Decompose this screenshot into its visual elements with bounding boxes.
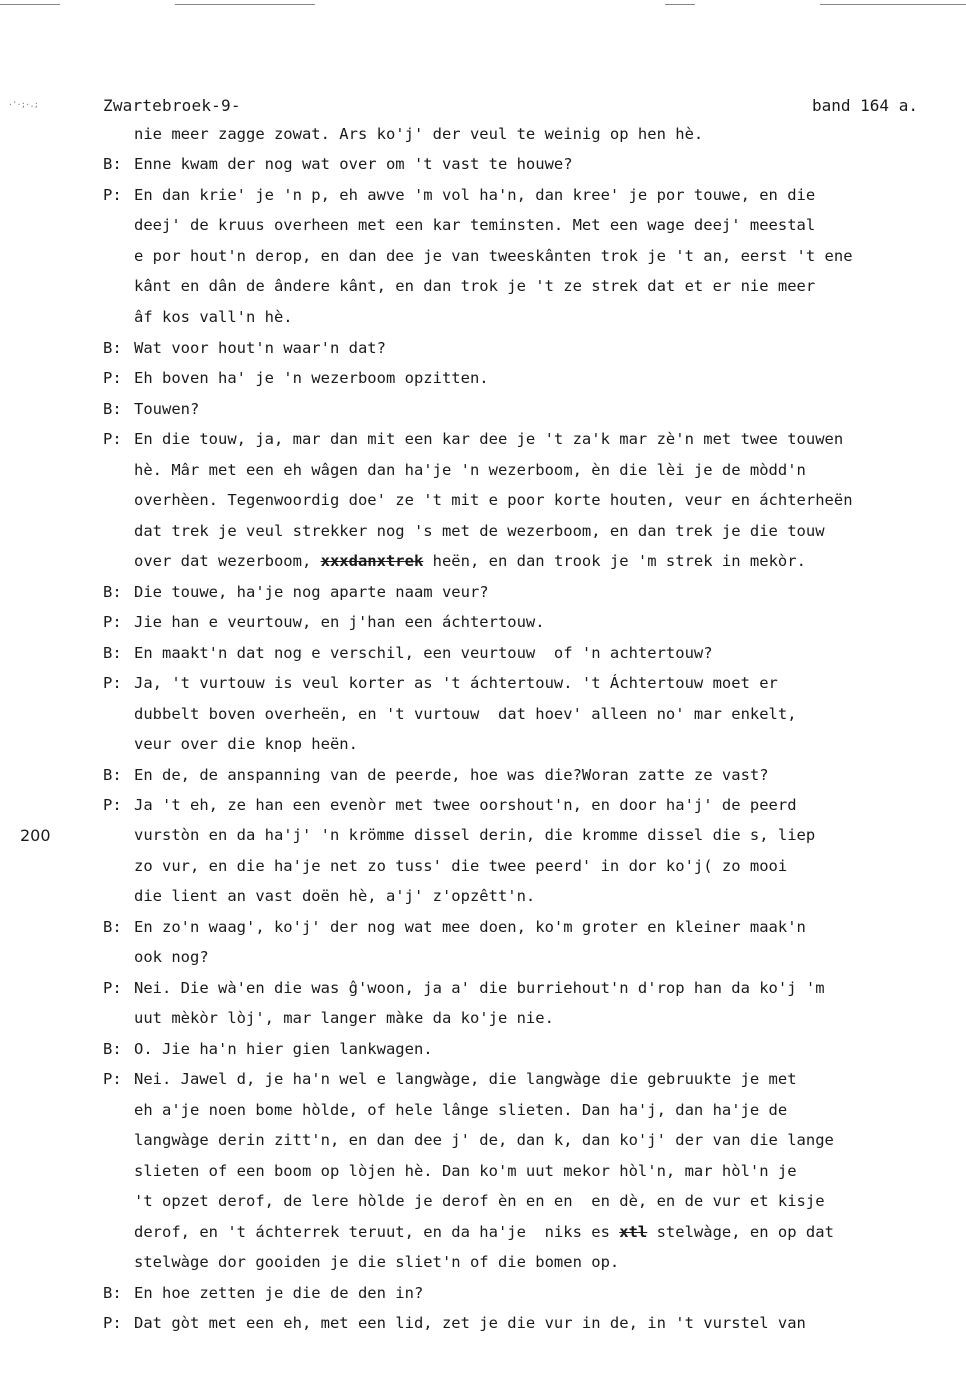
line-text xyxy=(134,277,815,295)
line-text xyxy=(134,1131,834,1149)
line-text-part: Touwen? xyxy=(134,400,200,418)
line-text xyxy=(134,613,545,631)
line-text-part: En die touw, ja, mar dan mit een kar dee je 't za'k mar zè'n met twee touwen xyxy=(134,430,844,448)
transcript-line xyxy=(0,339,966,369)
line-text xyxy=(134,400,199,418)
line-text-part: overhèen. Tegenwoordig doe' ze 't mit e poor korte houten, veur en áchterheën xyxy=(134,491,853,509)
speaker-label: B: xyxy=(103,644,122,662)
line-text xyxy=(134,308,293,326)
line-text xyxy=(134,735,358,753)
line-text-part: dubbelt boven overheën, en 't vurtouw dat hoev' alleen no' mar enkelt, xyxy=(134,705,797,723)
speaker-label: P: xyxy=(103,674,122,692)
line-text-part: kânt en dân de ândere kânt, en dan trok je 't ze strek dat et er nie meer xyxy=(134,277,816,295)
line-text xyxy=(134,948,209,966)
line-text xyxy=(134,247,853,265)
speaker-label: P: xyxy=(103,369,122,387)
transcript-line xyxy=(0,400,966,430)
transcript-line xyxy=(0,796,966,826)
line-text-part: die lient an vast doën hè, a'j' z'opzêtt'n. xyxy=(134,887,536,905)
transcript-line xyxy=(0,522,966,552)
line-text xyxy=(134,1284,423,1302)
transcript-line xyxy=(0,674,966,704)
line-text-part: vurstòn en da ha'j' 'n krömme dissel derin, die kromme dissel die s, liep xyxy=(134,826,816,844)
line-text-part: âf kos vall'n hè. xyxy=(134,308,293,326)
line-text-part: zo vur, en die ha'je net zo tuss' die twee peerd' in dor ko'j( zo mooi xyxy=(134,857,788,875)
transcript-line xyxy=(0,1223,966,1253)
line-text-part: En de, de anspanning van de peerde, hoe was die?Woran zatte ze vast? xyxy=(134,766,769,784)
line-text-part: En maakt'n dat nog e verschil, een veurtouw of 'n achtertouw? xyxy=(134,644,713,662)
speaker-label: P: xyxy=(103,796,122,814)
line-text-part: Nei. Die wà'en die was ĝ'woon, ja a' die burriehout'n d'rop han da ko'j 'm xyxy=(134,979,825,997)
line-text xyxy=(134,491,853,509)
line-text-part: Wat voor hout'n waar'n dat? xyxy=(134,339,386,357)
transcript-line xyxy=(0,1040,966,1070)
struck-out-text: xxxdanxtrek xyxy=(320,552,424,570)
transcript-line xyxy=(0,857,966,887)
line-text-part: slieten of een boom op lòjen hè. Dan ko'm uut mekor hòl'n, mar hòl'n je xyxy=(134,1162,797,1180)
struck-out-text: xtl xyxy=(619,1223,648,1241)
transcript-line xyxy=(0,644,966,674)
line-text xyxy=(134,339,386,357)
transcript-line xyxy=(0,1253,966,1283)
line-text-part: stelwàge dor gooiden je die sliet'n of die bomen op. xyxy=(134,1253,620,1271)
speaker-label: P: xyxy=(103,1314,122,1332)
transcript-line xyxy=(0,155,966,185)
line-text-part: En dan krie' je 'n p, eh awve 'm vol ha'n, dan kree' je por touwe, en die xyxy=(134,186,816,204)
transcript-line xyxy=(0,1162,966,1192)
transcript-line xyxy=(0,705,966,735)
line-text xyxy=(134,887,535,905)
speaker-label: B: xyxy=(103,339,122,357)
transcript-line xyxy=(0,887,966,917)
line-text xyxy=(134,155,573,173)
line-text-part: O. Jie ha'n hier gien lankwagen. xyxy=(134,1040,433,1058)
line-text-part: veur over die knop heën. xyxy=(134,735,358,753)
scan-edge-marks xyxy=(0,4,966,7)
transcript-line xyxy=(0,1070,966,1100)
line-text-part: eh a'je noen bome hòlde, of hele lânge slieten. Dan ha'j, dan ha'je de xyxy=(134,1101,788,1119)
speaker-label: B: xyxy=(103,400,122,418)
line-text-part: dat trek je veul strekker nog 's met de wezerboom, en dan trek je die touw xyxy=(134,522,825,540)
line-text xyxy=(134,979,825,997)
line-text xyxy=(134,796,797,814)
speaker-label: P: xyxy=(103,613,122,631)
transcript-line xyxy=(0,1314,966,1344)
transcript-line xyxy=(0,369,966,399)
line-text xyxy=(134,1192,825,1210)
line-text xyxy=(134,583,489,601)
line-text-part: derof, en 't áchterrek teruut, en da ha'je niks es xyxy=(134,1223,620,1241)
margin-stamp: ·'·;·.; xyxy=(8,100,39,109)
transcript-line xyxy=(0,583,966,613)
line-text-part: langwàge derin zitt'n, en dan dee j' de, dan k, dan ko'j' der van die lange xyxy=(134,1131,834,1149)
line-text xyxy=(134,674,778,692)
line-text xyxy=(134,766,769,784)
line-text xyxy=(134,369,489,387)
speaker-label: B: xyxy=(103,583,122,601)
transcript-line xyxy=(0,1131,966,1161)
line-text xyxy=(134,461,806,479)
transcript-line xyxy=(0,613,966,643)
line-text-part: En zo'n waag', ko'j' der nog wat mee doen, ko'm groter en kleiner maak'n xyxy=(134,918,806,936)
transcript-line xyxy=(0,277,966,307)
line-text xyxy=(134,552,806,570)
transcript-line xyxy=(0,1009,966,1039)
transcript-line xyxy=(0,461,966,491)
line-text xyxy=(134,1253,619,1271)
line-text-part: Ja 't eh, ze han een evenòr met twee oorshout'n, en door ha'j' de peerd xyxy=(134,796,797,814)
line-text xyxy=(134,1009,554,1027)
line-text-part: hè. Mâr met een eh wâgen dan ha'je 'n wezerboom, èn die lèi je de mòdd'n xyxy=(134,461,806,479)
line-text xyxy=(134,1314,806,1332)
transcript-line xyxy=(0,948,966,978)
transcript-line xyxy=(0,247,966,277)
line-text xyxy=(134,705,797,723)
transcript-line xyxy=(0,735,966,765)
line-text xyxy=(134,216,815,234)
speaker-label: B: xyxy=(103,1284,122,1302)
speaker-label: B: xyxy=(103,918,122,936)
line-text-part: over dat wezerboom, xyxy=(134,552,321,570)
line-text-part: nie meer zagge zowat. Ars ko'j' der veul te weinig op hen hè. xyxy=(134,125,704,143)
transcript-line xyxy=(0,430,966,460)
transcript-line xyxy=(0,1284,966,1314)
transcript-line xyxy=(0,308,966,338)
line-text xyxy=(134,186,815,204)
line-text xyxy=(134,918,806,936)
transcript-line xyxy=(0,216,966,246)
line-text-part: Dat gòt met een eh, met een lid, zet je die vur in de, in 't vurstel van xyxy=(134,1314,806,1332)
line-text-part: Die touwe, ha'je nog aparte naam veur? xyxy=(134,583,489,601)
speaker-label: P: xyxy=(103,186,122,204)
transcript-line xyxy=(0,979,966,1009)
document-title: Zwartebroek-9- xyxy=(103,96,241,115)
line-text-part: heën, en dan trook je 'm strek in mekòr. xyxy=(423,552,806,570)
transcript-line xyxy=(0,1192,966,1222)
transcript-line xyxy=(0,125,966,155)
transcript-line xyxy=(0,552,966,582)
line-text xyxy=(134,1162,797,1180)
speaker-label: P: xyxy=(103,979,122,997)
speaker-label: B: xyxy=(103,155,122,173)
transcript-line xyxy=(0,491,966,521)
line-text-part: uut mèkòr lòj', mar langer màke da ko'je nie. xyxy=(134,1009,554,1027)
speaker-label: P: xyxy=(103,430,122,448)
line-text-part: En hoe zetten je die de den in? xyxy=(134,1284,424,1302)
margin-line-number: 200 xyxy=(20,826,51,845)
line-text xyxy=(134,644,713,662)
line-text-part: e por hout'n derop, en dan dee je van tweeskânten trok je 't an, eerst 't ene xyxy=(134,247,853,265)
line-text xyxy=(134,1223,834,1241)
speaker-label: B: xyxy=(103,1040,122,1058)
line-text-part: Jie han e veurtouw, en j'han een áchtertouw. xyxy=(134,613,545,631)
speaker-label: P: xyxy=(103,1070,122,1088)
line-text-part: Nei. Jawel d, je ha'n wel e langwàge, die langwàge die gebruukte je met xyxy=(134,1070,797,1088)
transcript-line xyxy=(0,186,966,216)
line-text-part: stelwàge, en op dat xyxy=(647,1223,834,1241)
line-text-part: Enne kwam der nog wat over om 't vast te houwe? xyxy=(134,155,573,173)
line-text xyxy=(134,1070,797,1088)
line-text xyxy=(134,522,825,540)
transcript-line xyxy=(0,1101,966,1131)
transcript-line xyxy=(0,826,966,856)
line-text xyxy=(134,857,787,875)
line-text-part: Ja, 't vurtouw is veul korter as 't áchtertouw. 't Áchtertouw moet er xyxy=(134,674,778,692)
line-text-part: Eh boven ha' je 'n wezerboom opzitten. xyxy=(134,369,489,387)
line-text-part: deej' de kruus overheen met een kar teminsten. Met een wage deej' meestal xyxy=(134,216,816,234)
line-text xyxy=(134,1101,787,1119)
transcript-line xyxy=(0,766,966,796)
line-text xyxy=(134,1040,433,1058)
transcript-line xyxy=(0,918,966,948)
line-text xyxy=(134,430,843,448)
speaker-label: B: xyxy=(103,766,122,784)
line-text-part: 't opzet derof, de lere hòlde je derof èn en en en dè, en de vur et kisje xyxy=(134,1192,825,1210)
tape-band-label: band 164 a. xyxy=(812,96,918,115)
line-text xyxy=(134,826,815,844)
line-text-part: ook nog? xyxy=(134,948,209,966)
line-text xyxy=(134,125,703,143)
